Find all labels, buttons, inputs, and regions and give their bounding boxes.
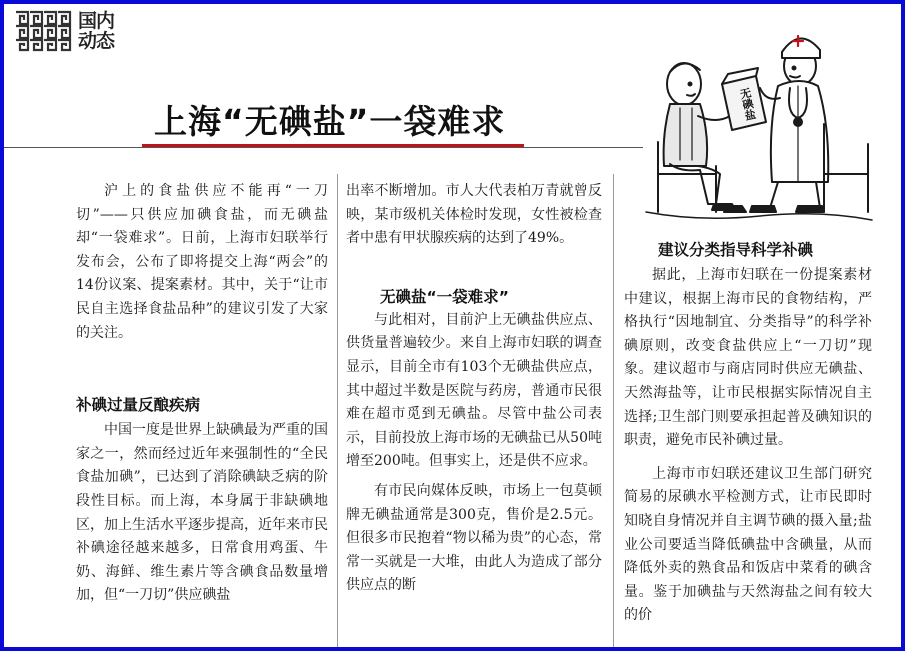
paragraph: 据此，上海市妇联在一份提案素材中建议，根据上海市民的食物结构，严格执行“因地制宜、分类指导”的科学补碘原则，改变食盐供应上“一刀切”现象。建议超市与商店同时供应无碘盐、天然海盐等，让市民根据实际情况自主选择;卫生部门则要承担起普及碘知识的职责，避免市民补碘过量。 (624, 267, 872, 449)
salt-bag-label: 无碘盐 (737, 86, 758, 122)
newspaper-page (4, 4, 901, 647)
fret-pattern-icon (14, 10, 74, 52)
column-tag-text: 国内 动态 (78, 10, 115, 52)
article-column-3 (624, 238, 872, 628)
subheading: 补碘过量反酿疾病 (76, 396, 201, 415)
column-tag (14, 10, 122, 54)
paragraph: 上海市市妇联还建议卫生部门研究简易的尿碘水平检测方式，让市民即时知晓自身情况并自主调节碘的摄入量;盐业公司要适当降低碘盐中含碘量，从而降低外卖的熟食品和饭店中菜肴的碘含量。鉴于加碘盐与天然海盐之间有较大的价 (624, 465, 872, 624)
paragraph: 与此相对，目前沪上无碘盐供应点、供货量普遍较少。来自上海市妇联的调查显示，目前全市有103个无碘盐供应点，其中超过半数是医院与药房，普通市民很难在超市觅到无碘盐。尽管中盐公司表示，目前投放上海市场的无碘盐已从50吨增至200吨。但事实上，还是供不应求。 (346, 311, 602, 470)
doctor-salt-cartoon (640, 24, 880, 234)
article-headline: 上海“无碘盐”一袋难求 (154, 102, 506, 141)
section-rule (4, 147, 643, 148)
article-column-1 (76, 180, 328, 608)
article-column-2 (346, 180, 602, 598)
paragraph: 沪上的食盐供应不能再“一刀切”——只供应加碘食盐，而无碘盐却“一袋难求”。日前，上海市妇联举行发布会，公布了即将提交上海“两会”的14份议案、提案素材。其中，关于“让市民自主选择食盐品种”的建议引发了大家的关注。 (76, 183, 328, 341)
paragraph: 出率不断增加。市人大代表柏万青就曾反映，某市级机关体检时发现，女性被检查者中患有甲状腺疾病的达到了49%。 (346, 183, 602, 247)
subheading: 建议分类指导科学补碘 (658, 241, 814, 259)
paragraph: 有市民向媒体反映，市场上一包莫顿牌无碘盐通常是300克，售价是2.5元。但很多市民抱着“物以稀为贵”的心态，常常一买就是一大堆，由此人为造成了部分供应点的断 (346, 482, 602, 594)
column-divider (337, 174, 338, 647)
paragraph: 中国一度是世界上缺碘最为严重的国家之一，然而经过近年来强制性的“全民食盐加碘”，已达到了消除碘缺乏病的阶段性目标。而上海，本身属于非缺碘地区，加上生活水平逐步提高，近年来市民补碘途径越来越多，日常食用鸡蛋、牛奶、海鲜、维生素片等含碘食品数量增加，但“一刀切”供应碘盐 (76, 422, 328, 604)
subheading: 无碘盐“一袋难求” (380, 287, 509, 306)
column-divider (613, 174, 614, 647)
